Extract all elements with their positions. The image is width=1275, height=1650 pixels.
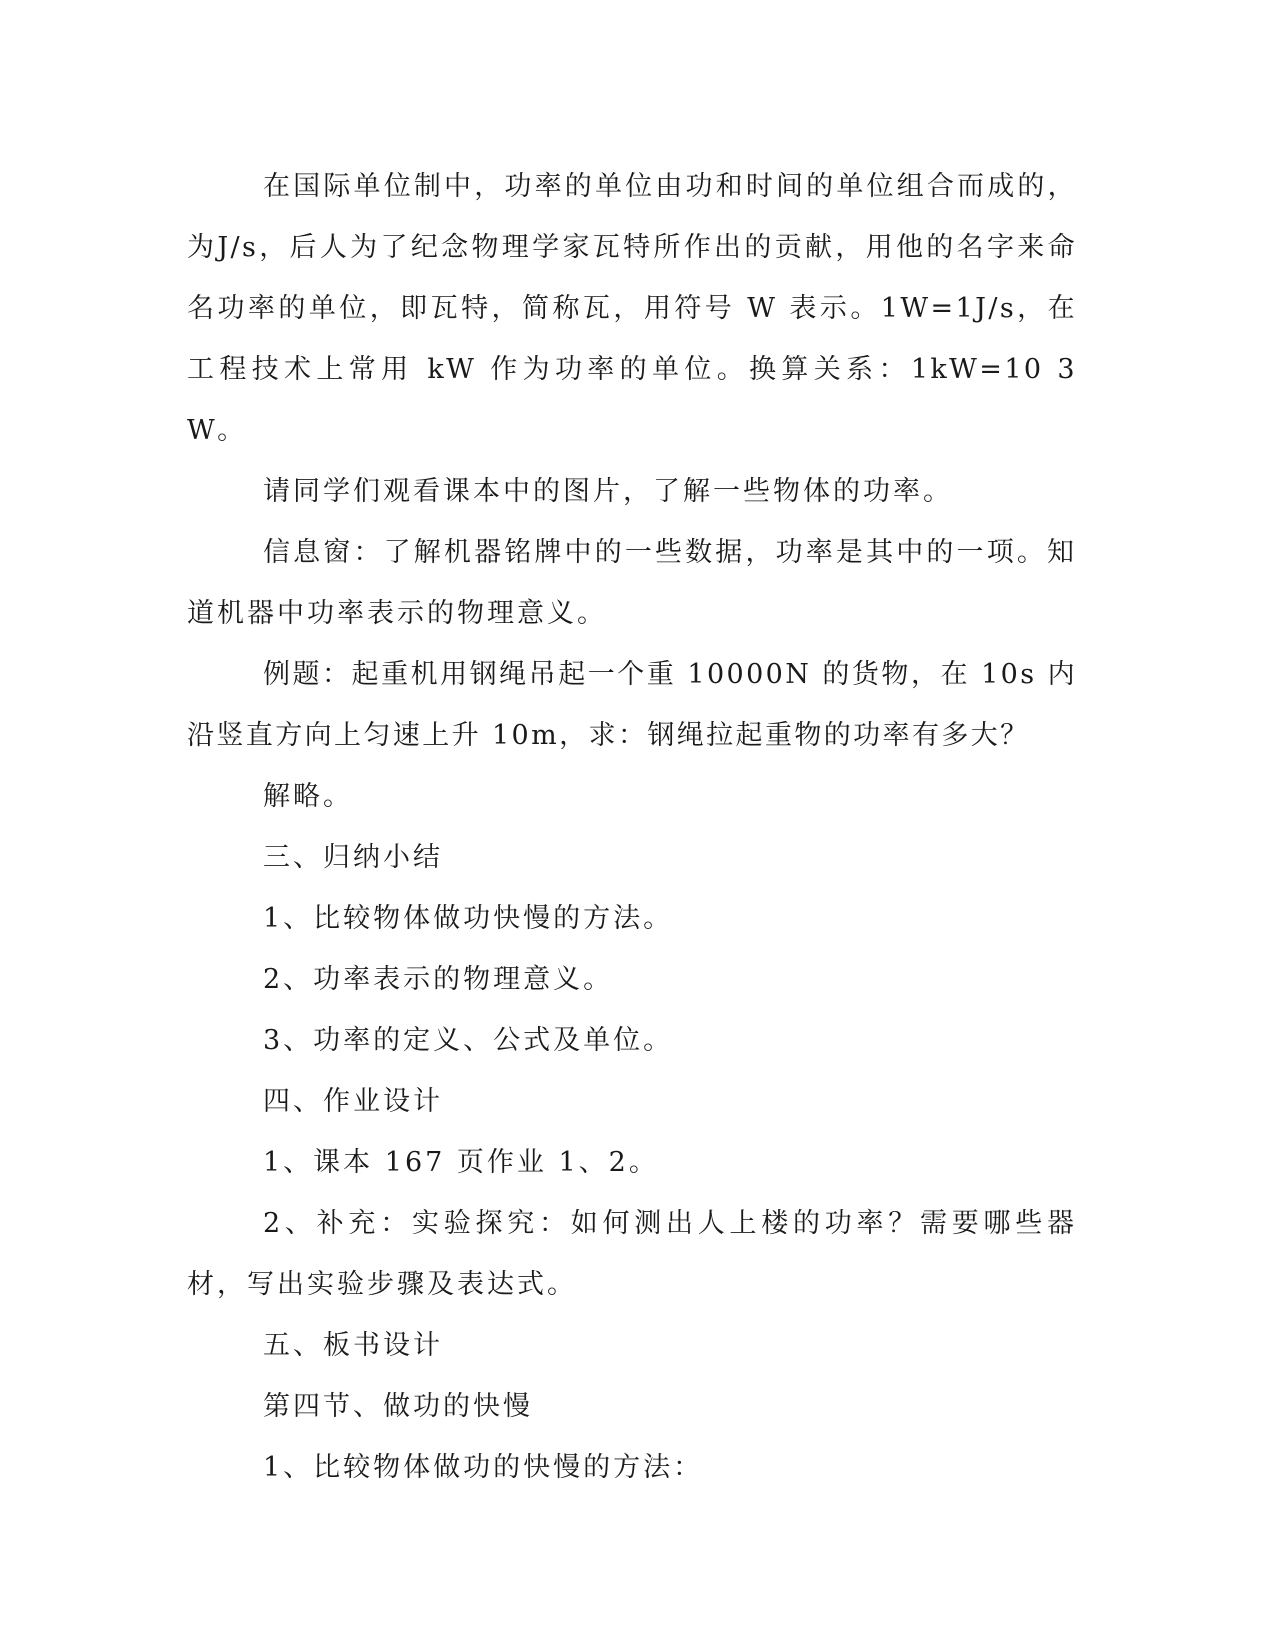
paragraph-info-window: 信息窗：了解机器铭牌中的一些数据，功率是其中的一项。知道机器中功率表示的物理意义。 bbox=[187, 537, 1077, 629]
blackboard-section-title: 第四节、做功的快慢 bbox=[263, 1391, 533, 1422]
paragraph-power-unit: 在国际单位制中，功率的单位由功和时间的单位组合而成的，为J/s，后人为了纪念物理学家瓦特所作出的贡献，用他的名字来命名功率的单位，即瓦特，简称瓦，用符号 W 表示。1W=1J/s，在工程技术上常用 kW 作为功率的单位。换算关系：1kW=10 3 W。 bbox=[187, 171, 1077, 446]
heading-summary: 三、归纳小结 bbox=[263, 842, 443, 873]
homework-item-2: 2、补充：实验探究：如何测出人上楼的功率？需要哪些器材，写出实验步骤及表达式。 bbox=[187, 1208, 1077, 1300]
homework-item-1: 1、课本 167 页作业 1、2。 bbox=[263, 1147, 659, 1178]
summary-item-1: 1、比较物体做功快慢的方法。 bbox=[263, 903, 674, 934]
document-body bbox=[187, 156, 1077, 1498]
paragraph-solution-omitted: 解略。 bbox=[263, 781, 353, 812]
summary-item-2: 2、功率表示的物理意义。 bbox=[263, 964, 614, 995]
paragraph-example-problem: 例题：起重机用钢绳吊起一个重 10000N 的货物，在 10s 内沿竖直方向上匀速上升 10m，求：钢绳拉起重物的功率有多大？ bbox=[187, 659, 1077, 751]
summary-item-3: 3、功率的定义、公式及单位。 bbox=[263, 1025, 674, 1056]
blackboard-item-1: 1、比较物体做功的快慢的方法： bbox=[263, 1452, 704, 1483]
heading-homework: 四、作业设计 bbox=[263, 1086, 443, 1117]
paragraph-textbook-images: 请同学们观看课本中的图片，了解一些物体的功率。 bbox=[263, 476, 953, 507]
heading-blackboard-design: 五、板书设计 bbox=[263, 1330, 443, 1361]
